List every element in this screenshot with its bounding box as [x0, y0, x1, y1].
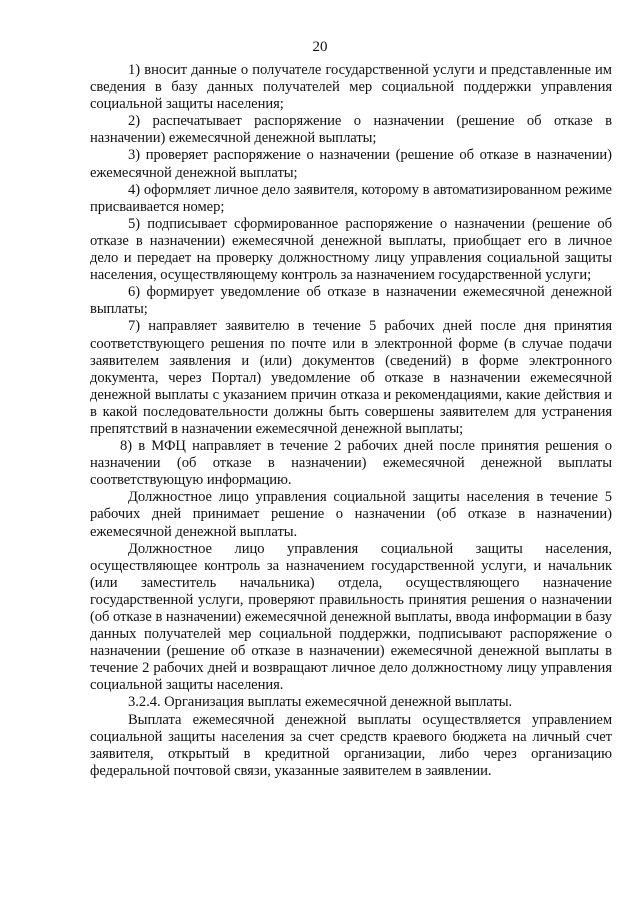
paragraph-item-5: 5) подписывает сформированное распоряжение о назначении (решение об отказе в назначении) ежемесячной денежной выплаты, приобщает его в личное дело и передает на проверку должностному лицу управления социальной защиты населения, осуществляющему контроль за назначением государственной услуги;: [90, 215, 612, 284]
paragraph-item-6: 6) формирует уведомление об отказе в назначении ежемесячной денежной выплаты;: [90, 284, 612, 318]
document-body: [90, 62, 612, 780]
paragraph-payment: Выплата ежемесячной денежной выплаты осуществляется управлением социальной защиты населения за счет средств краевого бюджета на личный счет заявителя, открытый в кредитной организации, либо через организацию федеральной почтовой связи, указанные заявителем в заявлении.: [90, 711, 612, 779]
paragraph-item-3: 3) проверяет распоряжение о назначении (решение об отказе в назначении) ежемесячной денежной выплаты;: [90, 147, 612, 181]
paragraph-verification: Должностное лицо управления социальной защиты населения, осуществляющее контроль за назначением государственной услуги, и начальник (или заместитель начальника) отдела, осуществляющего назначение государственной услуги, проверяют правильность принятия решения о назначении (об отказе в назначении) ежемесячной денежной выплаты, ввода информации в базу данных получателей мер социальной поддержки, подписывают распоряжение о назначении (решение об отказе в назначении) ежемесячной денежной выплаты в течение 2 рабочих дней и возвращают личное дело должностному лицу управления социальной защиты населения.: [90, 540, 612, 694]
section-heading-3-2-4: 3.2.4. Организация выплаты ежемесячной денежной выплаты.: [128, 694, 513, 711]
page-number: 20: [312, 39, 328, 55]
paragraph-item-4: 4) оформляет личное дело заявителя, которому в автоматизированном режиме присваивается номер;: [90, 181, 612, 215]
paragraph-item-8: 8) в МФЦ направляет в течение 2 рабочих дней после принятия решения о назначении (об отказе в назначении) ежемесячной денежной выплаты соответствующую информацию.: [90, 438, 612, 489]
paragraph-item-7: 7) направляет заявителю в течение 5 рабочих дней после дня принятия соответствующего решения по почте или в электронной форме (в случае подачи заявителем заявления и (или) документов (сведений) в форме электронного документа, через Портал) уведомление об отказе в назначении ежемесячной денежной выплаты с указанием причин отказа и рекомендациями, какие действия и в какой последовательности должны быть совершены заявителем для устранения препятствий в назначении ежемесячной денежной выплаты;: [90, 318, 612, 437]
paragraph-item-1: 1) вносит данные о получателе государственной услуги и представленные им сведения в базу данных получателей мер социальной поддержки управления социальной защиты населения;: [90, 62, 612, 113]
paragraph-item-2: 2) распечатывает распоряжение о назначении (решение об отказе в назначении) ежемесячной денежной выплаты;: [90, 113, 612, 147]
paragraph-decision-term: Должностное лицо управления социальной защиты населения в течение 5 рабочих дней принимает решение о назначении (об отказе в назначении) ежемесячной денежной выплаты.: [90, 489, 612, 540]
